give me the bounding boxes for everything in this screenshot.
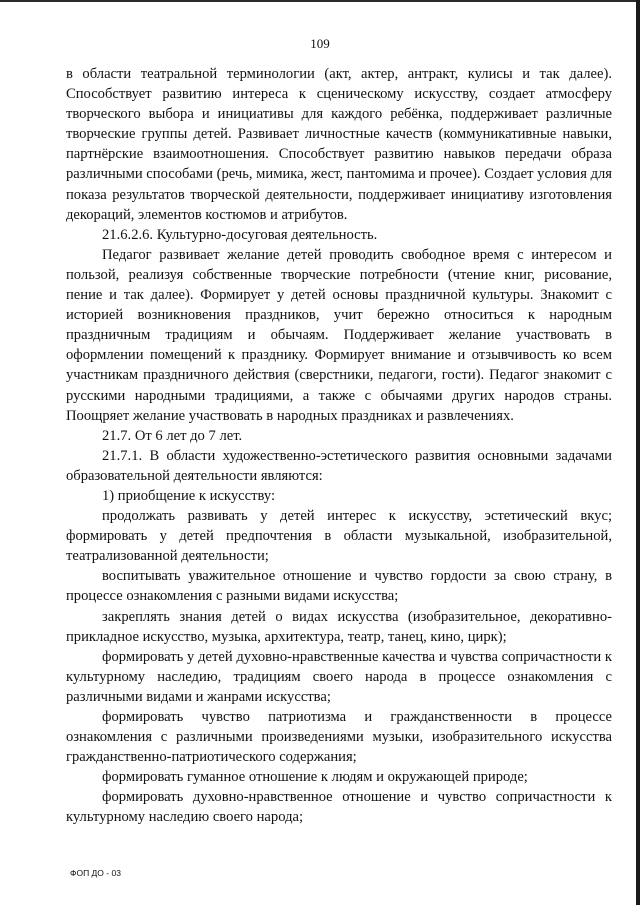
- section-heading-cultural-leisure: 21.6.2.6. Культурно-досуговая деятельность.: [102, 226, 378, 243]
- list-item: формировать гуманное отношение к людям и окружающей природе;: [102, 769, 528, 786]
- list-item: формировать чувство патриотизма и гражданственности в процессе ознакомления с различными произведениями музыки, изобразительного искусства гражданственно-патриотического содержания;: [66, 709, 612, 766]
- page-top-edge: [0, 0, 640, 2]
- list-heading-art-introduction: 1) приобщение к искусству:: [102, 487, 275, 504]
- page-right-edge: [636, 0, 640, 905]
- paragraph-tasks-intro: 21.7.1. В области художественно-эстетического развития основными задачами образовательной деятельности являются:: [66, 447, 612, 484]
- section-heading-age-6-7: 21.7. От 6 лет до 7 лет.: [102, 427, 243, 444]
- page-number: 109: [310, 36, 330, 51]
- document-footer-code: ФОП ДО - 03: [70, 868, 121, 878]
- paragraph-cultural-leisure: Педагог развивает желание детей проводить свободное время с интересом и пользой, реализуя собственные творческие потребности (чтение книг, рисование, пение и так далее). Формирует у детей основы праздничной культуры. Знакомит с историей возникновения праздников, учит бережно относиться к народным праздничным традициям и обычаям. Поддерживает желание участвовать в оформлении помещений к празднику. Формирует внимание и отзывчивость ко всем участникам праздничного действия (сверстники, педагоги, гости). Педагог знакомит с русскими народными традициями, а также с обычаями других народов страны. Поощряет желание участвовать в народных праздниках и развлечениях.: [66, 246, 612, 424]
- list-item: формировать духовно-нравственное отношение и чувство сопричастности к культурному наследию своего народа;: [66, 789, 612, 826]
- list-item: воспитывать уважительное отношение и чувство гордости за свою страну, в процессе ознакомления с разными видами искусства;: [66, 568, 612, 605]
- document-body: [66, 64, 612, 828]
- list-item: продолжать развивать у детей интерес к искусству, эстетический вкус; формировать у детей предпочтения в области музыкальной, изобразительной, театрализованной деятельности;: [66, 508, 612, 565]
- list-item: закреплять знания детей о видах искусства (изобразительное, декоративно-прикладное искусство, музыка, архитектура, театр, танец, кино, цирк);: [66, 608, 612, 645]
- paragraph-theatre-terminology: в области театральной терминологии (акт, актер, антракт, кулисы и так далее). Способствует развитию интереса к сценическому искусству, создает атмосферу творческого выбора и инициативы для каждого ребёнка, поддерживает различные творческие группы детей. Развивает личностные качеств (коммуникативные навыки, партнёрские взаимоотношения. Способствует развитию навыков передачи образа различными способами (речь, мимика, жест, пантомима и прочее). Создает условия для показа результатов творческой деятельности, поддерживает инициативу изготовления декораций, элементов костюмов и атрибутов.: [66, 66, 612, 223]
- list-item: формировать у детей духовно-нравственные качества и чувства сопричастности к культурному наследию, традициям своего народа в процессе ознакомления с различными видами и жанрами искусства;: [66, 648, 612, 705]
